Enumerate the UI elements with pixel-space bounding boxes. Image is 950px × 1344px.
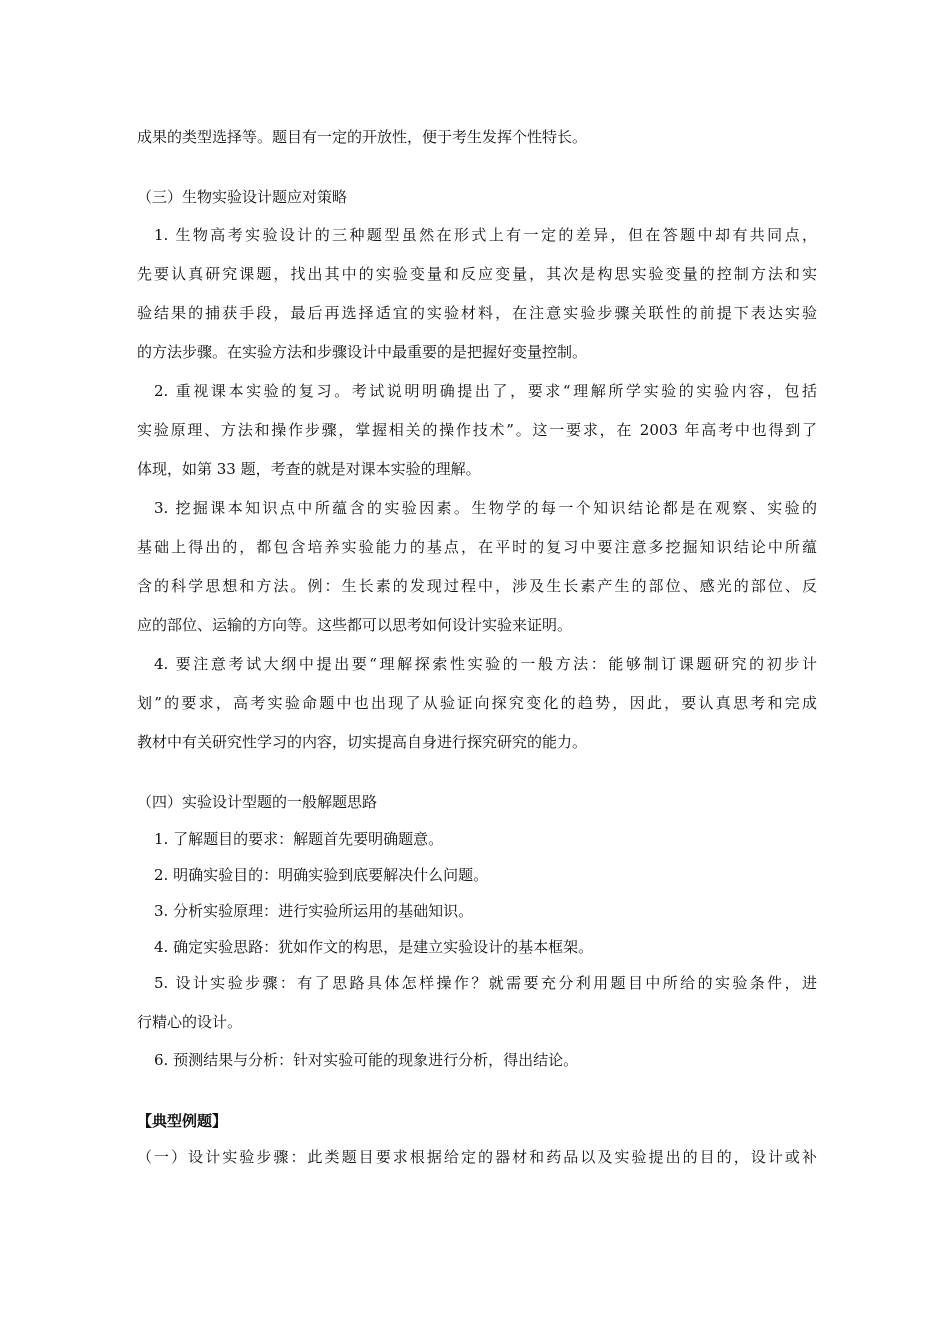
paragraph-line: 4. 要注意考试大纲中提出要“理解探索性实验的一般方法：能够制订课题研究的初步计 bbox=[154, 655, 817, 673]
paragraph-line: 3. 挖掘课本知识点中所蕴含的实验因素。生物学的每一个知识结论都是在观察、实验的 bbox=[154, 499, 817, 517]
paragraph-line: 含的科学思想和方法。例：生长素的发现过程中，涉及生长素产生的部位、感光的部位、反 bbox=[137, 577, 817, 595]
list-item: 1. 了解题目的要求：解题首先要明确题意。 bbox=[154, 830, 444, 848]
paragraph-line: 1. 生物高考实验设计的三种题型虽然在形式上有一定的差异，但在答题中却有共同点， bbox=[154, 226, 817, 244]
list-item: 2. 明确实验目的：明确实验到底要解决什么问题。 bbox=[154, 866, 489, 884]
list-item: 6. 预测结果与分析：针对实验可能的现象进行分析，得出结论。 bbox=[154, 1051, 579, 1069]
paragraph-line: 的方法步骤。在实验方法和步骤设计中最重要的是把握好变量控制。 bbox=[137, 343, 588, 361]
example-heading: 【典型例题】 bbox=[137, 1112, 228, 1130]
paragraph-line: 体现，如第 33 题，考查的就是对课本实验的理解。 bbox=[137, 460, 481, 478]
list-item: 5. 设计实验步骤：有了思路具体怎样操作？就需要充分利用题目中所给的实验条件，进 bbox=[154, 974, 817, 992]
section-heading: （四）实验设计型题的一般解题思路 bbox=[137, 793, 378, 811]
list-item: 3. 分析实验原理：进行实验所运用的基础知识。 bbox=[154, 902, 474, 920]
paragraph-line: 基础上得出的，都包含培养实验能力的基点，在平时的复习中要注意多挖掘知识结论中所蕴 bbox=[137, 538, 817, 556]
section-heading: （三）生物实验设计题应对策略 bbox=[137, 188, 348, 206]
paragraph-line: 先要认真研究课题，找出其中的实验变量和反应变量，其次是构思实验变量的控制方法和实 bbox=[137, 265, 817, 283]
paragraph-line: 成果的类型选择等。题目有一定的开放性，便于考生发挥个性特长。 bbox=[137, 128, 588, 146]
paragraph-line: 教材中有关研究性学习的内容，切实提高自身进行探究研究的能力。 bbox=[137, 733, 588, 751]
paragraph-line: 验结果的捕获手段，最后再选择适宜的实验材料，在注意实验步骤关联性的前提下表达实验 bbox=[137, 304, 817, 322]
paragraph-line: （一）设计实验步骤：此类题目要求根据给定的器材和药品以及实验提出的目的，设计或补 bbox=[137, 1148, 817, 1166]
paragraph-line: 应的部位、运输的方向等。这些都可以思考如何设计实验来证明。 bbox=[137, 616, 573, 634]
list-item: 行精心的设计。 bbox=[137, 1013, 243, 1031]
paragraph-line: 划”的要求，高考实验命题中也出现了从验证向探究变化的趋势，因此，要认真思考和完成 bbox=[137, 694, 817, 712]
list-item: 4. 确定实验思路：犹如作文的构思，是建立实验设计的基本框架。 bbox=[154, 938, 594, 956]
paragraph-line: 实验原理、方法和操作步骤，掌握相关的操作技术”。这一要求，在 2003 年高考中也得到了 bbox=[137, 421, 817, 439]
paragraph-line: 2. 重视课本实验的复习。考试说明明确提出了，要求“理解所学实验的实验内容，包括 bbox=[154, 382, 817, 400]
